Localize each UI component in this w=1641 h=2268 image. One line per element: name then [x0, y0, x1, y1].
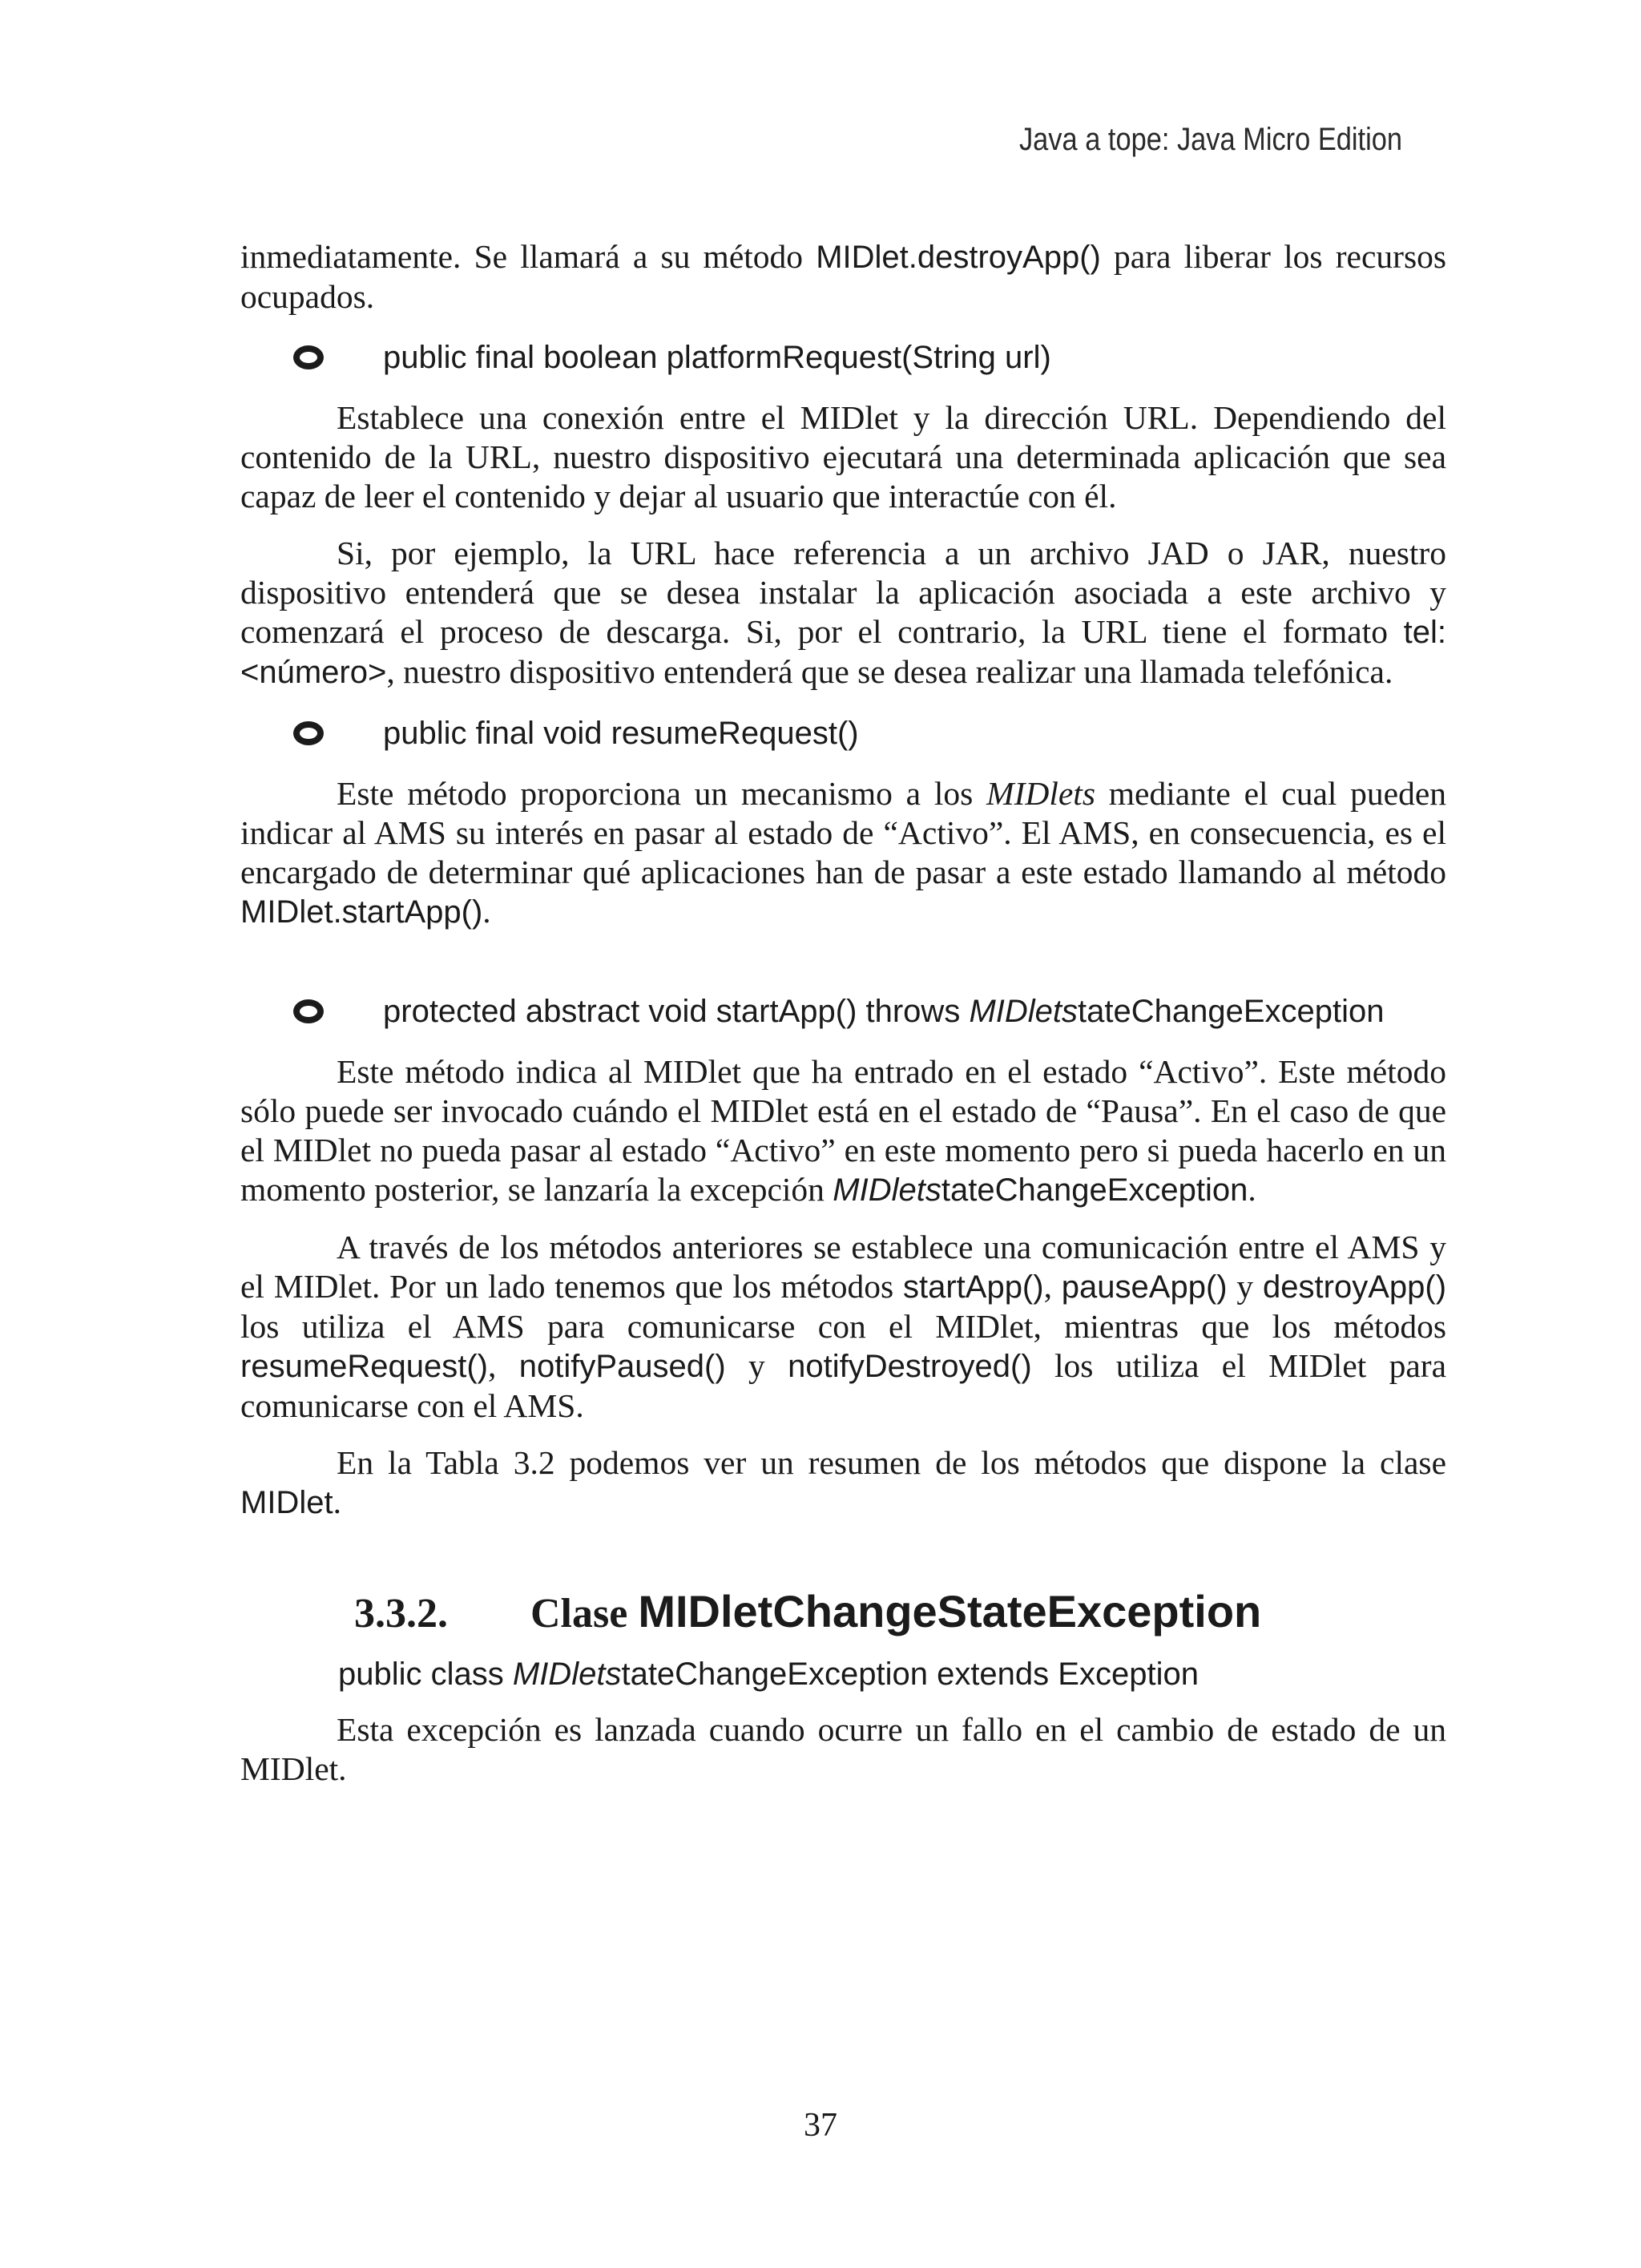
- code-ref: MIDlet: [240, 1485, 333, 1520]
- section-heading: [354, 1585, 1446, 1637]
- paragraph-exception-desc: Esta excepción es lanzada cuando ocurre un fallo en el cambio de estado de un MIDlet.: [240, 1711, 1446, 1787]
- running-header: Java a tope: Java Micro Edition: [1018, 122, 1402, 157]
- bullet-icon: [240, 721, 383, 745]
- section-number: 3.3.2.: [354, 1591, 448, 1636]
- code-ref: tateChangeException: [941, 1172, 1248, 1208]
- code-ref: MIDlet.destroyApp(): [816, 240, 1101, 275]
- page-number: 37: [804, 2107, 837, 2144]
- method-resumerequest: public final void resumeRequest(): [240, 710, 1446, 757]
- paragraph-destroy-continuation: inmediatamente. Se llamará a su método MIDlet.destroyApp() para liberar los recursos ocupados.: [240, 238, 1446, 315]
- page-body: [240, 237, 1446, 1789]
- paragraph-table-reference: En la Tabla 3.2 podemos ver un resumen de los métodos que dispone la clase MIDlet.: [240, 1444, 1446, 1520]
- class-declaration: public class MIDletstateChangeException extends Exception: [338, 1657, 1199, 1692]
- paragraph-startapp-desc: Este método indica al MIDlet que ha entrado en el estado “Activo”. Este método sólo puede ser invocado cuándo el MIDlet está en el estado de “Pausa”. En el caso de que el MIDlet no pueda pasar al estado “Activo” en este momento pero si pueda hacerlo en un momento posterior, se lanzaría la excepción MIDletstateChangeException.: [240, 1053, 1446, 1208]
- paragraph-communication: A través de los métodos anteriores se establece una comunicación entre el AMS y el MIDlet. Por un lado tenemos que los métodos startApp(), pauseApp() y destroyApp() los utiliza el AMS para comunicarse con el MIDlet, mientras que los métodos resumeRequest(), notifyPaused() y notifyDestroyed() los utiliza el MIDlet para comunicarse con el AMS.: [240, 1229, 1447, 1424]
- bullet-icon: [240, 999, 383, 1023]
- paragraph-platformrequest-desc: Establece una conexión entre el MIDlet y la dirección URL. Dependiendo del contenido de la URL, nuestro dispositivo ejecutará una determinada aplicación que sea capaz de leer el contenido y dejar al usuario que interactúe con él.: [240, 399, 1446, 515]
- paragraph-platformrequest-example: Si, por ejemplo, la URL hace referencia a un archivo JAD o JAR, nuestro dispositivo entenderá que se desea instalar la aplicación asociada a este archivo y comenzará el proceso de descarga. Si, por el contrario, la URL tiene el formato tel:<número>, nuestro dispositivo entenderá que se desea realizar una llamada telefónica.: [240, 535, 1446, 690]
- code-ref: MIDlet.startApp(): [240, 894, 483, 930]
- section-title: Clase MIDletChangeStateException: [530, 1586, 1262, 1636]
- method-platformrequest: public final boolean platformRequest(String url): [240, 334, 1446, 381]
- paragraph-resumerequest-desc: Este método proporciona un mecanismo a los MIDlets mediante el cual pueden indicar al AMS su interés en pasar al estado de “Activo”. El AMS, en consecuencia, es el encargado de determinar qué aplicaciones han de pasar a este estado llamando al método MIDlet.startApp().: [240, 775, 1446, 930]
- code-ref: tel:<número>: [240, 615, 1446, 690]
- bullet-icon: [240, 345, 383, 369]
- method-startapp: protected abstract void startApp() throws MIDletstateChangeException: [240, 988, 1446, 1035]
